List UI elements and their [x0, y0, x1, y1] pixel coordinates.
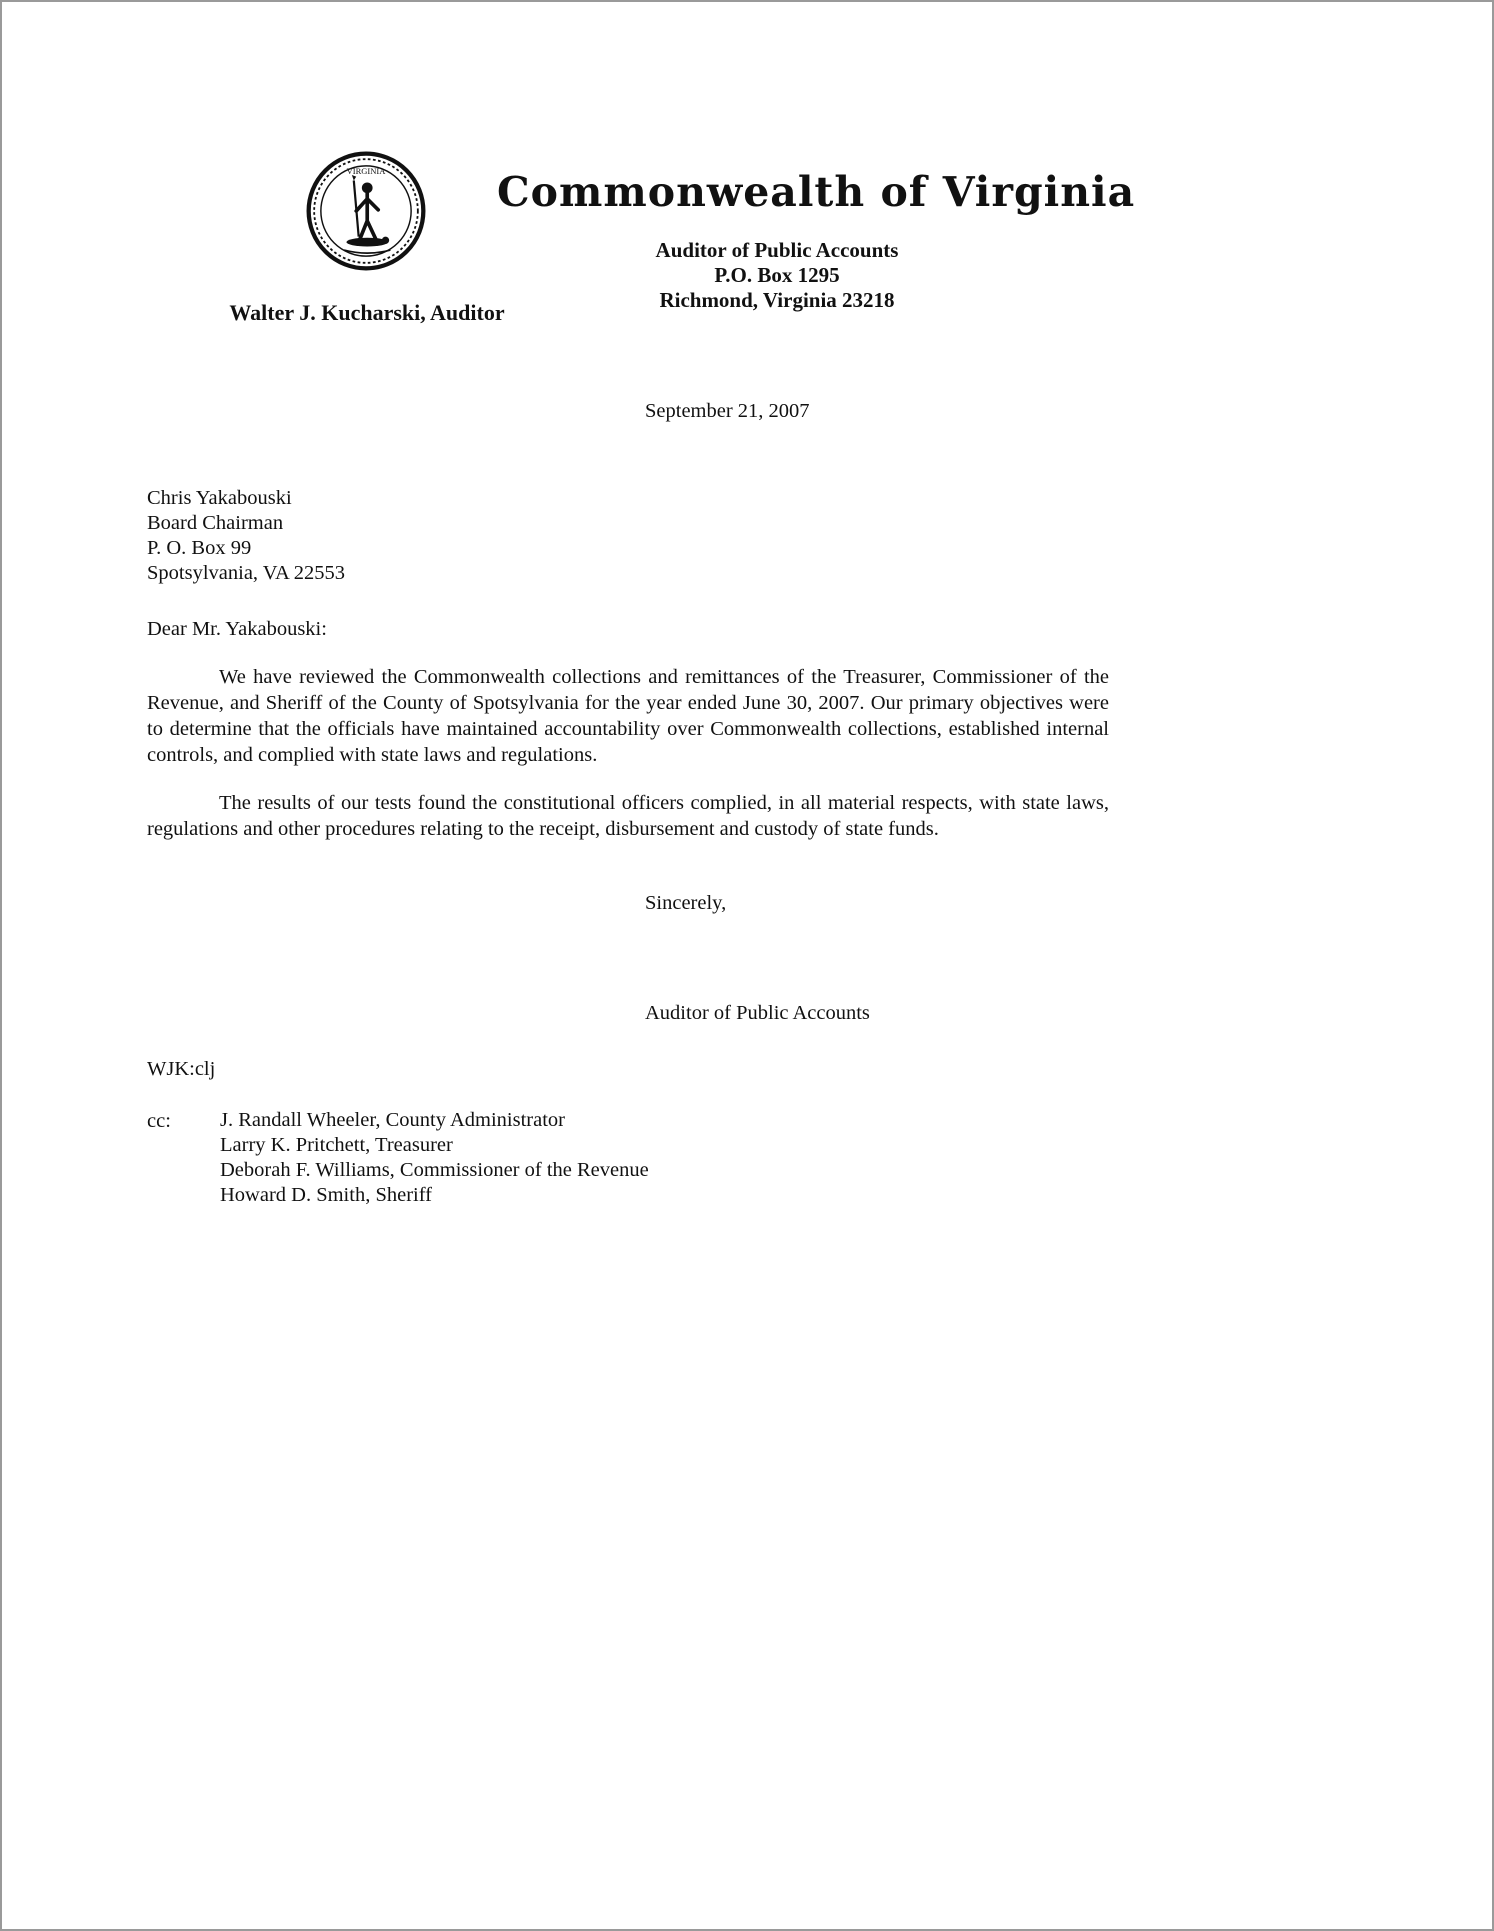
letterhead: [2, 150, 1492, 395]
closing: Sincerely,: [645, 892, 727, 914]
cc-block: [147, 1108, 1109, 1208]
cc-recipient: Howard D. Smith, Sheriff: [220, 1184, 433, 1206]
cc-recipient: Larry K. Pritchett, Treasurer: [220, 1134, 453, 1156]
letterhead-department: Auditor of Public Accounts: [655, 238, 899, 262]
letterhead-city-line: Richmond, Virginia 23218: [659, 288, 895, 312]
salutation: Dear Mr. Yakabouski:: [147, 618, 327, 640]
recipient-po-box: P. O. Box 99: [147, 537, 252, 559]
recipient-name: Chris Yakabouski: [147, 487, 292, 509]
cc-list: [220, 1108, 649, 1208]
cc-label: cc:: [147, 1110, 171, 1132]
cc-recipient: J. Randall Wheeler, County Administrator: [220, 1109, 565, 1131]
recipient-city-state-zip: Spotsylvania, VA 22553: [147, 562, 346, 584]
recipient-address-block: [147, 486, 1109, 586]
body-paragraph-1: We have reviewed the Commonwealth collections and remittances of the Treasurer, Commissioner of the Revenue, and Sheriff of the County of Spotsylvania for the year ended June 30, 2007. Our primary objectives were to determine that the officials have maintained accountability over Commonwealth collections, established internal controls, and complied with state laws and regulations.: [147, 666, 1109, 766]
letterhead-title-block: [497, 168, 1136, 313]
recipient-title: Board Chairman: [147, 512, 284, 534]
letterhead-title: Commonwealth of Virginia: [497, 168, 1136, 216]
cc-recipient: Deborah F. Williams, Commissioner of the Revenue: [220, 1159, 649, 1181]
signature-title: Auditor of Public Accounts: [645, 1002, 870, 1024]
reference-initials: WJK:clj: [147, 1058, 216, 1080]
letter-body: [147, 398, 1109, 1208]
auditor-name: Walter J. Kucharski, Auditor: [229, 300, 505, 325]
virginia-state-seal-icon: [305, 150, 427, 272]
svg-text:VIRGINIA: VIRGINIA: [346, 165, 386, 176]
body-paragraph-2: The results of our tests found the constitutional officers complied, in all material respects, with state laws, regulations and other procedures relating to the receipt, disbursement and custody of state funds.: [147, 792, 1109, 840]
letter-date: September 21, 2007: [645, 400, 810, 422]
letterhead-po-box: P.O. Box 1295: [714, 263, 840, 287]
